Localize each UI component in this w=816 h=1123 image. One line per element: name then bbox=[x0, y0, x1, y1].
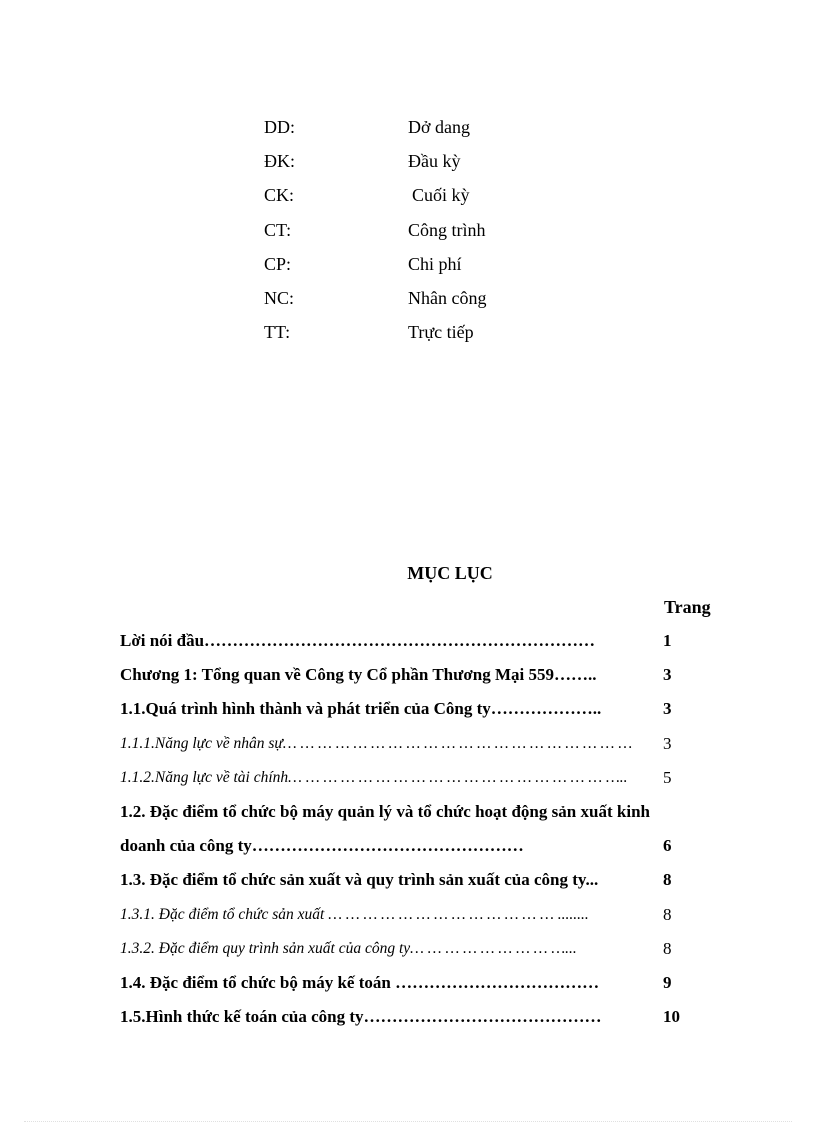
toc-entry-page: 3 bbox=[663, 733, 672, 753]
abbreviation-code: TT: bbox=[264, 322, 291, 343]
toc-entry-page: 6 bbox=[663, 836, 672, 856]
toc-entry[interactable] bbox=[120, 664, 700, 698]
table-of-contents bbox=[120, 630, 700, 1040]
toc-entry-title: 1.5.Hình thức kế toán của công ty…………………………………… bbox=[120, 1007, 602, 1027]
toc-entry-page: 5 bbox=[663, 767, 672, 787]
toc-entry-title: 1.3.1. Đặc điểm tổ chức sản xuất … … … … … … … … … … … … … ........ bbox=[120, 905, 589, 923]
abbreviation-meaning: Trực tiếp bbox=[408, 322, 474, 343]
page-bottom-divider bbox=[24, 1121, 792, 1122]
toc-title: MỤC LỤC bbox=[407, 563, 493, 583]
toc-page-column-header: Trang bbox=[664, 597, 711, 617]
abbreviation-meaning: Chi phí bbox=[408, 253, 462, 274]
abbreviation-meaning: Cuối kỳ bbox=[412, 185, 470, 206]
toc-entry-title: 1.3.2. Đặc điểm quy trình sản xuất của công ty… … … … … … … … …... bbox=[120, 939, 577, 957]
toc-entry-page: 9 bbox=[663, 972, 672, 992]
abbreviation-code: CT: bbox=[264, 219, 292, 240]
abbreviation-code: NC: bbox=[264, 287, 295, 308]
toc-entry-title: 1.3. Đặc điểm tổ chức sản xuất và quy trình sản xuất của công ty... bbox=[120, 870, 599, 890]
toc-entry[interactable] bbox=[120, 938, 700, 972]
toc-entry[interactable] bbox=[120, 733, 700, 767]
toc-entry[interactable] bbox=[120, 869, 700, 903]
abbreviation-meaning: Nhân công bbox=[408, 287, 487, 308]
toc-entry[interactable] bbox=[120, 972, 700, 1006]
abbreviation-meaning: Đầu kỳ bbox=[408, 151, 461, 172]
abbreviation-code: ĐK: bbox=[264, 151, 295, 172]
abbreviation-code: DD: bbox=[264, 117, 295, 137]
toc-entry-page: 1 bbox=[663, 631, 672, 650]
toc-entry[interactable] bbox=[120, 630, 700, 664]
toc-entry-page: 8 bbox=[663, 904, 672, 924]
toc-entry-title: 1.1.2.Năng lực về tài chính… … … … … … … … … … … … … … … … … … ….. bbox=[120, 768, 628, 786]
toc-entry-page: 3 bbox=[663, 665, 672, 685]
toc-entry[interactable] bbox=[120, 801, 700, 869]
toc-entry-page: 3 bbox=[663, 699, 672, 719]
toc-entry-page: 8 bbox=[663, 870, 672, 890]
toc-entry-title: 1.1.1.Năng lực về nhân sự… … … … … … … … … … … … … … … … … … … … bbox=[120, 734, 633, 752]
toc-entry-title: Lời nói đầu…………………………………………………………… bbox=[120, 631, 596, 650]
abbreviation-code: CK: bbox=[264, 185, 295, 206]
abbreviation-meaning: Công trình bbox=[408, 219, 486, 240]
toc-entry-title: 1.4. Đặc điểm tổ chức bộ máy kế toán ……………………………… bbox=[120, 972, 600, 992]
toc-entry[interactable] bbox=[120, 1006, 700, 1040]
toc-entry-page: 10 bbox=[663, 1007, 680, 1027]
abbreviation-meaning: Dở dang bbox=[408, 117, 471, 137]
toc-entry-page: 8 bbox=[663, 938, 672, 958]
toc-entry-title: Chương 1: Tổng quan về Công ty Cổ phần Thương Mại 559…….. bbox=[120, 665, 597, 685]
toc-entry[interactable] bbox=[120, 904, 700, 938]
toc-entry[interactable] bbox=[120, 698, 700, 732]
abbreviation-code: CP: bbox=[264, 253, 292, 274]
toc-entry-title: 1.1.Quá trình hình thành và phát triển của Công ty……………….. bbox=[120, 699, 602, 719]
toc-entry-title: 1.2. Đặc điểm tổ chức bộ máy quản lý và tổ chức hoạt động sản xuất kinh doanh của công ty………………………………………… bbox=[120, 801, 650, 856]
